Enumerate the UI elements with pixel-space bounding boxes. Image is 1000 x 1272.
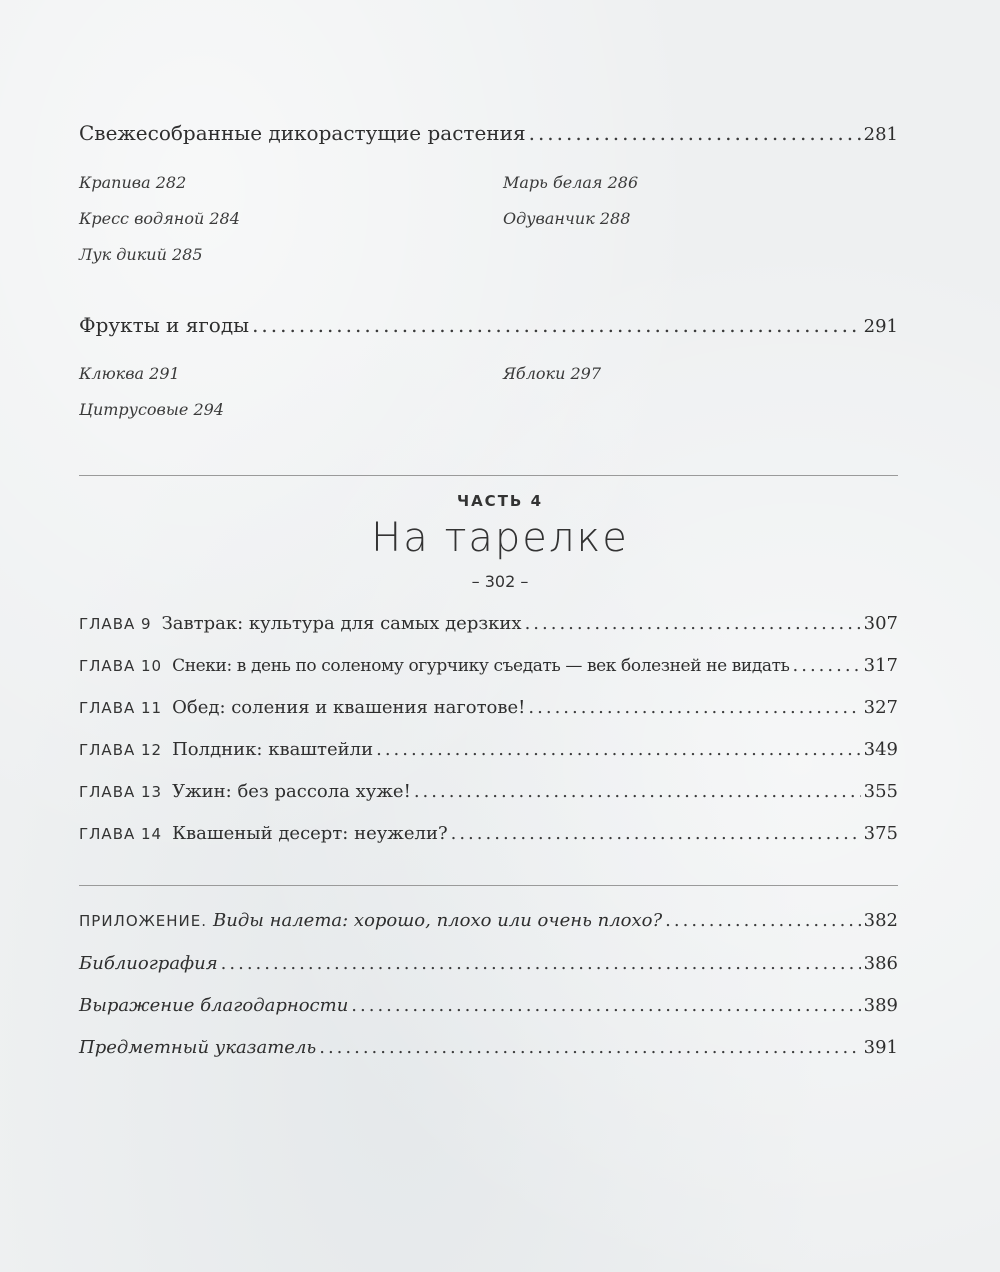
back-matter-entry xyxy=(79,1037,898,1058)
sub-entry: Крапива 282 xyxy=(79,173,187,192)
back-matter-entry xyxy=(79,953,898,974)
dot-leader xyxy=(252,313,861,337)
chapter-title: Обед: соления и квашения наготове! xyxy=(172,697,526,718)
chapter-label: ГЛАВА 10 xyxy=(79,657,163,675)
divider xyxy=(79,885,898,886)
back-matter-entry xyxy=(79,995,898,1016)
dot-leader xyxy=(525,613,861,634)
part-title: На тарелке xyxy=(371,515,629,561)
part-label: ЧАСТЬ 4 xyxy=(456,492,544,510)
chapter-title: Снеки: в день по соленому огурчику съедать — век болезней не видать xyxy=(172,656,790,676)
chapter-label: ГЛАВА 13 xyxy=(79,783,163,801)
sub-entry: Лук дикий 285 xyxy=(79,245,203,264)
chapter-title: Полдник: кваштейли xyxy=(172,739,374,760)
entry-title: Библиография xyxy=(79,953,218,974)
chapter-title: Квашеный десерт: неужели? xyxy=(172,823,448,844)
chapter-label: ГЛАВА 14 xyxy=(79,825,163,843)
appendix-entry xyxy=(79,910,898,931)
sub-entry: Яблоки 297 xyxy=(503,364,601,383)
dot-leader xyxy=(376,739,861,760)
toc-entry-fruits xyxy=(79,313,898,337)
page-number: 375 xyxy=(863,823,898,844)
chapter-label: ГЛАВА 9 xyxy=(79,615,152,633)
sub-entry: Одуванчик 288 xyxy=(503,209,631,228)
page-number: 307 xyxy=(863,613,898,634)
dot-leader xyxy=(793,655,861,676)
chapter-title: Ужин: без рассола хуже! xyxy=(172,781,411,802)
dot-leader xyxy=(221,953,861,974)
divider xyxy=(79,475,898,476)
page-number: 327 xyxy=(863,697,898,718)
chapter-entry xyxy=(79,613,898,634)
page-number: 317 xyxy=(863,655,898,676)
entry-title: Предметный указатель xyxy=(79,1037,317,1058)
page-number: 355 xyxy=(863,781,898,802)
part-page-number: – 302 – xyxy=(471,572,529,591)
chapter-label: ГЛАВА 12 xyxy=(79,741,163,759)
chapter-label: ГЛАВА 11 xyxy=(79,699,163,717)
sub-entry: Кресс водяной 284 xyxy=(79,209,240,228)
page-number: 389 xyxy=(863,995,898,1016)
entry-title: Выражение благодарности xyxy=(79,995,349,1016)
toc-entry-wild-plants xyxy=(79,121,898,145)
chapter-entry xyxy=(79,697,898,718)
page-number: 382 xyxy=(863,910,898,931)
appendix-title: Виды налета: хорошо, плохо или очень плохо? xyxy=(213,910,663,931)
page-number: 291 xyxy=(863,316,898,337)
page-number: 386 xyxy=(863,953,898,974)
page-number: 391 xyxy=(863,1037,898,1058)
chapter-entry xyxy=(79,823,898,844)
dot-leader xyxy=(319,1037,860,1058)
sub-entry: Марь белая 286 xyxy=(503,173,639,192)
section-title: Свежесобранные дикорастущие растения xyxy=(79,121,526,145)
chapter-entry xyxy=(79,781,898,802)
sub-entry: Клюква 291 xyxy=(79,364,180,383)
chapter-entry xyxy=(79,655,898,676)
section-title: Фрукты и ягоды xyxy=(79,313,250,337)
dot-leader xyxy=(351,995,860,1016)
chapter-entry xyxy=(79,739,898,760)
page-number: 281 xyxy=(863,124,898,145)
chapter-title: Завтрак: культура для самых дерзких xyxy=(161,613,522,634)
dot-leader xyxy=(665,910,860,931)
sub-entry: Цитрусовые 294 xyxy=(79,400,224,419)
dot-leader xyxy=(414,781,861,802)
dot-leader xyxy=(529,121,861,145)
appendix-label: ПРИЛОЖЕНИЕ. xyxy=(79,912,208,930)
page-number: 349 xyxy=(863,739,898,760)
dot-leader xyxy=(451,823,861,844)
dot-leader xyxy=(528,697,860,718)
